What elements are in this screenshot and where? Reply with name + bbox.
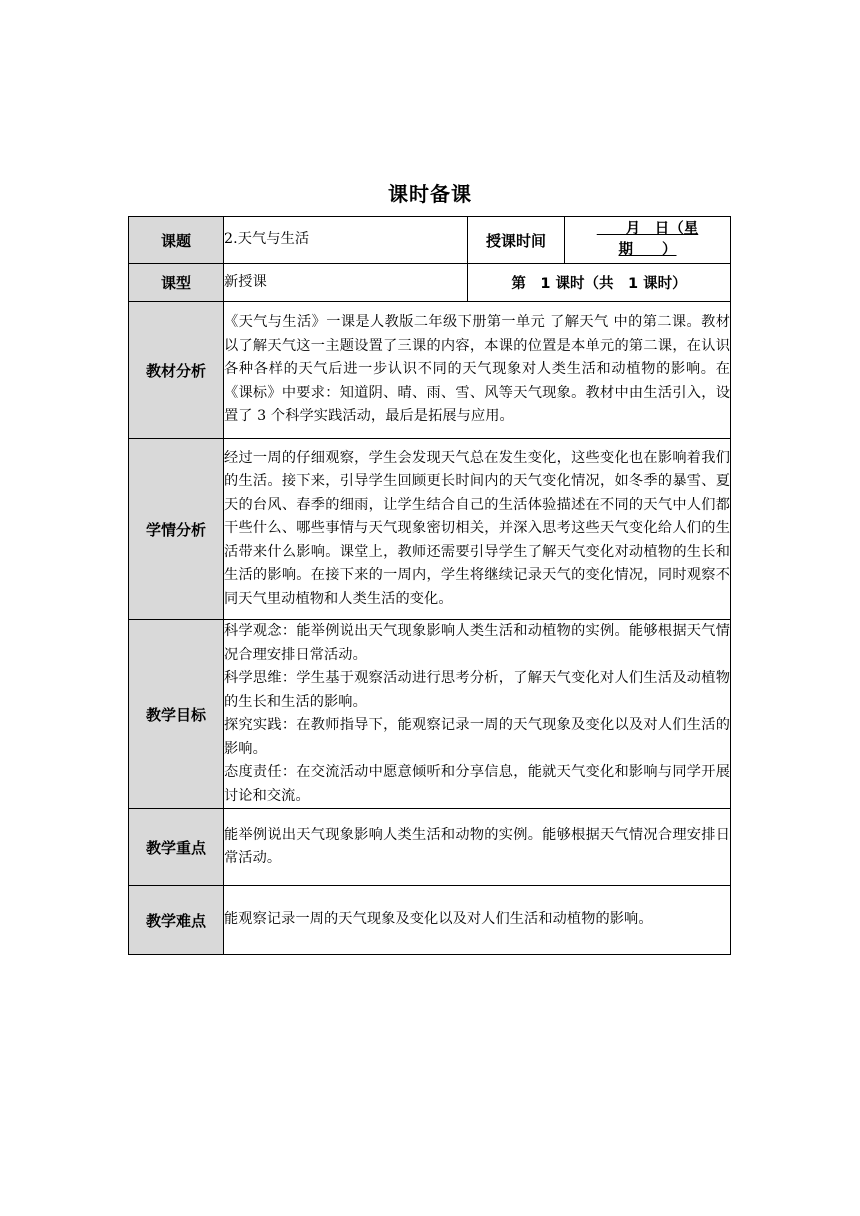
row-students xyxy=(129,439,731,620)
row-difficulty xyxy=(129,886,731,955)
topic-value: 2.天气与生活 xyxy=(224,217,468,264)
row-type xyxy=(129,264,731,302)
goal-item: 态度责任：在交流活动中愿意倾听和分享信息，能就天气变化和影响与同学开展讨论和交流。 xyxy=(224,764,730,804)
row-goals xyxy=(129,620,731,809)
period-value: 第 1 课时（共 1 课时） xyxy=(468,264,731,302)
key-label: 教学重点 xyxy=(129,809,224,886)
lesson-plan-table xyxy=(128,216,731,955)
goal-item: 科学观念：能举例说出天气现象影响人类生活和动植物的实例。能够根据天气情况合理安排日常活动。 xyxy=(224,623,730,663)
topic-label: 课题 xyxy=(129,217,224,264)
row-topic xyxy=(129,217,731,264)
date-line-2: 期 ） xyxy=(618,242,677,258)
page-title: 课时备课 xyxy=(388,182,472,206)
goals-list xyxy=(224,620,731,809)
material-text: 《天气与生活》一课是人教版二年级下册第一单元 了解天气 中的第二课。教材以了解天气这一主题设置了三课的内容，本课的位置是本单元的第二课，在认识各种各样的天气后进一步认识不同的天气现象对人类生活和动植物的影响。在《课标》中要求：知道阴、晴、雨、雪、风等天气现象。教材中由生活引入，设置了 3 个科学实践活动，最后是拓展与应用。 xyxy=(224,302,731,439)
time-label: 授课时间 xyxy=(468,217,565,264)
key-text: 能举例说出天气现象影响人类生活和动物的实例。能够根据天气情况合理安排日常活动。 xyxy=(224,809,731,886)
type-value: 新授课 xyxy=(224,264,468,302)
students-text: 经过一周的仔细观察，学生会发现天气总在发生变化，这些变化也在影响着我们的生活。接下来，引导学生回顾更长时间内的天气变化情况，如冬季的暴雪、夏天的台风、春季的细雨，让学生结合自己的生活体验描述在不同的天气中人们都干些什么、哪些事情与天气现象密切相关，并深入思考这些天气变化给人们的生活带来什么影响。课堂上，教师还需要引导学生了解天气变化对动植物的生长和生活的影响。在接下来的一周内，学生将继续记录天气的变化情况，同时观察不同天气里动植物和人类生活的变化。 xyxy=(224,439,731,620)
students-label: 学情分析 xyxy=(129,439,224,620)
row-material xyxy=(129,302,731,439)
date-field xyxy=(565,217,731,264)
difficulty-label: 教学难点 xyxy=(129,886,224,955)
goal-item: 科学思维：学生基于观察活动进行思考分析，了解天气变化对人们生活及动植物的生长和生活的影响。 xyxy=(224,670,730,710)
goal-item: 探究实践：在教师指导下，能观察记录一周的天气现象及变化以及对人们生活的影响。 xyxy=(224,717,730,757)
date-line-1: 月 日（星 xyxy=(596,221,699,237)
row-key-points xyxy=(129,809,731,886)
goals-label: 教学目标 xyxy=(129,620,224,809)
material-label: 教材分析 xyxy=(129,302,224,439)
type-label: 课型 xyxy=(129,264,224,302)
difficulty-text: 能观察记录一周的天气现象及变化以及对人们生活和动植物的影响。 xyxy=(224,886,731,955)
